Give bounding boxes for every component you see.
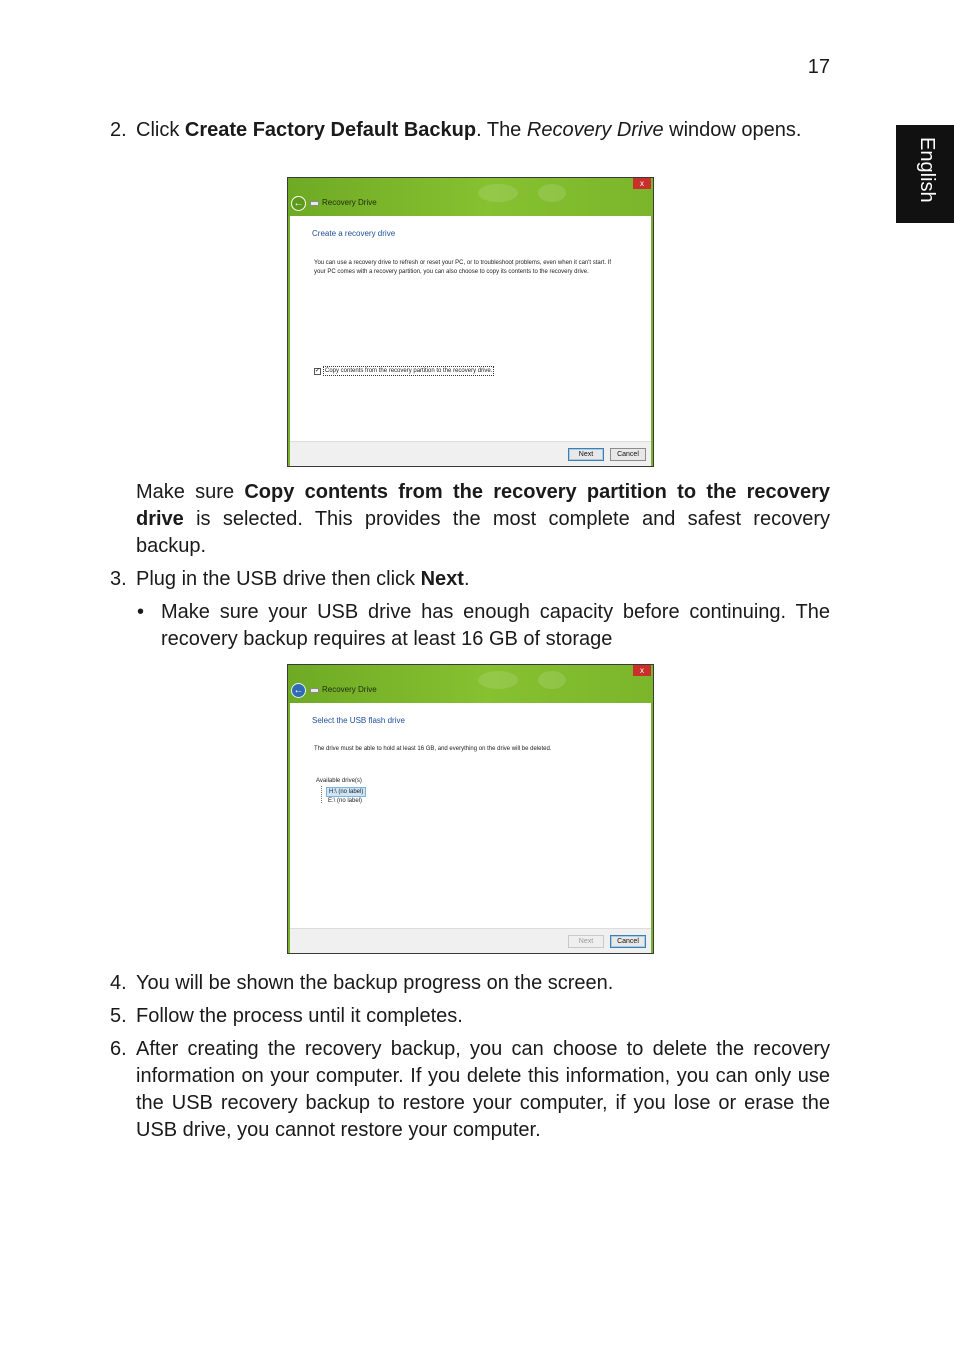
titlebar-decoration — [538, 184, 566, 202]
back-arrow-icon[interactable]: ← — [291, 683, 306, 698]
titlebar-decoration — [538, 671, 566, 689]
close-icon[interactable]: x — [633, 665, 651, 676]
available-drives-label: Available drive(s) — [316, 778, 362, 784]
drive-item-e[interactable]: E:\ (no label) — [328, 798, 363, 804]
recovery-drive-window-select — [287, 664, 654, 954]
language-tab — [896, 125, 954, 223]
drive-icon — [310, 201, 319, 206]
step-2-number: 2. — [110, 119, 127, 141]
page-number: 17 — [807, 56, 830, 78]
step-6-text: After creating the recovery backup, you can choose to delete the recovery information on your computer. If you delete this information, you can only use the USB recovery backup to restore your computer, if you lose or erase the USB drive, you cannot restore your computer. — [136, 1038, 830, 1141]
window-titlebar — [288, 178, 653, 216]
tree-connector — [321, 786, 322, 803]
window-titlebar — [288, 665, 653, 703]
window-content — [290, 703, 651, 928]
copy-contents-option[interactable] — [314, 366, 494, 376]
copy-contents-checkbox[interactable]: ✓ — [315, 367, 321, 374]
selection-note: Make sure Copy contents from the recovery partition to the recovery drive is selected. This provides the most complete and safest recovery backup. — [136, 481, 830, 557]
window-title: Recovery Drive — [322, 198, 377, 207]
window-description: You can use a recovery drive to refresh or reset your PC, or to troubleshoot problems, even when it can't start. If your PC comes with a recovery partition, you can also choose to copy its contents to the recovery drive. — [314, 260, 612, 275]
drive-icon — [310, 688, 319, 693]
step-2-italic: Recovery Drive — [526, 119, 664, 141]
bullet-text: Make sure your USB drive has enough capacity before continuing. The recovery backup requires at least 16 GB of storage — [161, 601, 830, 650]
cancel-button[interactable]: Cancel — [610, 935, 646, 948]
titlebar-decoration — [478, 671, 518, 689]
copy-contents-label: Copy contents from the recovery partition to the recovery drive. — [325, 368, 493, 374]
window-title: Recovery Drive — [322, 685, 377, 694]
step-4-number: 4. — [110, 972, 127, 994]
window-heading: Select the USB flash drive — [312, 716, 405, 725]
step-3-bold: Next — [420, 568, 464, 590]
window-description: The drive must be able to hold at least 16 GB, and everything on the drive will be deleted. — [314, 746, 552, 752]
step-2-text: Click Create Factory Default Backup. The Recovery Drive window opens. — [136, 119, 802, 141]
step-6-number: 6. — [110, 1038, 127, 1060]
drive-item-h[interactable]: H:\ (no label) — [326, 787, 366, 797]
next-button[interactable]: Next — [568, 448, 604, 461]
selection-note-bold: Copy contents from the recovery partition to the recovery drive — [136, 481, 830, 530]
step-5-text: Follow the process until it completes. — [136, 1005, 463, 1027]
titlebar-decoration — [478, 184, 518, 202]
step-3-text: Plug in the USB drive then click Next. — [136, 568, 470, 590]
step-5-number: 5. — [110, 1005, 127, 1027]
step-4-text: You will be shown the backup progress on the screen. — [136, 972, 614, 994]
window-heading: Create a recovery drive — [312, 229, 396, 238]
window-footer — [290, 441, 651, 466]
back-arrow-icon[interactable]: ← — [291, 196, 306, 211]
step-2-bold: Create Factory Default Backup — [184, 119, 477, 141]
recovery-drive-window-create — [287, 177, 654, 467]
window-footer — [290, 928, 651, 953]
close-icon[interactable]: x — [633, 178, 651, 189]
language-tab-label: English — [916, 137, 938, 203]
step-3-number: 3. — [110, 568, 127, 590]
window-content — [290, 216, 651, 441]
cancel-button[interactable]: Cancel — [610, 448, 646, 461]
next-button[interactable]: Next — [568, 935, 604, 948]
bullet-glyph: • — [137, 601, 145, 623]
